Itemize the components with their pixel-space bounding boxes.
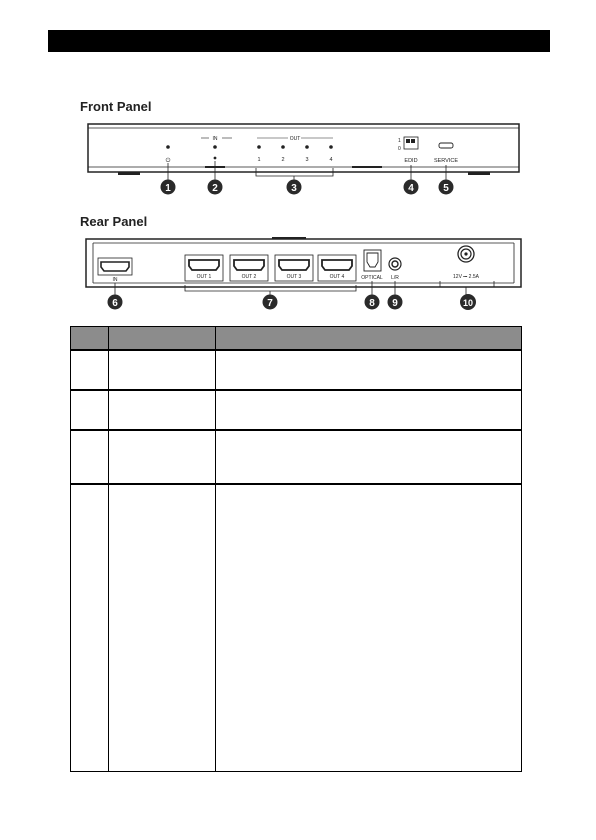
optical-label: OPTICAL	[361, 275, 383, 281]
table-cell	[109, 484, 216, 772]
table-cell	[216, 390, 522, 430]
svg-text:4: 4	[408, 183, 414, 194]
lr-label: L/R	[391, 275, 399, 281]
front-out-label: OUT	[289, 136, 301, 142]
power-label: 12V ⎓ 2.5A	[453, 274, 479, 280]
out-port-number: 1	[257, 157, 261, 163]
optical-port-icon[interactable]	[364, 250, 381, 271]
callout-badge	[388, 295, 403, 310]
out-port-label: OUT 3	[286, 274, 302, 280]
svg-text:8: 8	[369, 298, 375, 309]
rear-panel-heading: Rear Panel	[80, 214, 148, 229]
edid-label: EDID	[404, 158, 418, 164]
svg-text:10: 10	[462, 298, 474, 308]
svg-text:1: 1	[165, 183, 171, 194]
callout-badge	[365, 295, 380, 310]
power-symbol-icon: ⏻	[165, 158, 171, 164]
svg-text:9: 9	[392, 298, 398, 309]
service-label: SERVICE	[433, 158, 459, 164]
svg-text:6: 6	[112, 298, 118, 309]
column-header-number	[71, 327, 109, 351]
column-header-description	[216, 327, 522, 351]
table-cell	[216, 430, 522, 484]
edid-switch-bottom: 0	[398, 146, 401, 152]
power-jack-icon[interactable]	[458, 246, 474, 262]
svg-text:2: 2	[212, 183, 218, 194]
table-cell	[71, 430, 109, 484]
out-port-number: 4	[329, 157, 333, 163]
out-port-label: OUT 2	[241, 274, 257, 280]
svg-text:3: 3	[291, 183, 297, 194]
rear-in-label: IN	[112, 277, 118, 283]
table-cell	[109, 390, 216, 430]
out-port-number: 2	[281, 157, 285, 163]
edid-switch-top: 1	[398, 138, 401, 144]
out-port-label: OUT 4	[329, 274, 345, 280]
table-cell	[71, 350, 109, 390]
table-header-row	[71, 327, 522, 351]
table-cell	[216, 484, 522, 772]
table-row	[71, 350, 522, 390]
table-cell	[109, 350, 216, 390]
column-header-name	[109, 327, 216, 351]
table-cell	[109, 430, 216, 484]
svg-text:7: 7	[267, 298, 273, 309]
callout-badge	[108, 295, 123, 310]
callout-badge	[460, 294, 476, 310]
spec-table	[70, 326, 522, 772]
callout-badge	[263, 295, 278, 310]
audio-jack-icon[interactable]	[389, 258, 401, 270]
table-cell	[71, 484, 109, 772]
hdmi-in-port-icon[interactable]	[98, 258, 132, 275]
svg-text:5: 5	[443, 183, 449, 194]
out-port-number: 3	[305, 157, 309, 163]
table-row	[71, 484, 522, 772]
front-panel-heading: Front Panel	[80, 99, 152, 114]
table-row	[71, 430, 522, 484]
table-cell	[216, 350, 522, 390]
table-cell	[71, 390, 109, 430]
front-in-label: IN	[212, 136, 218, 142]
table-row	[71, 390, 522, 430]
out-port-label: OUT 1	[196, 274, 212, 280]
